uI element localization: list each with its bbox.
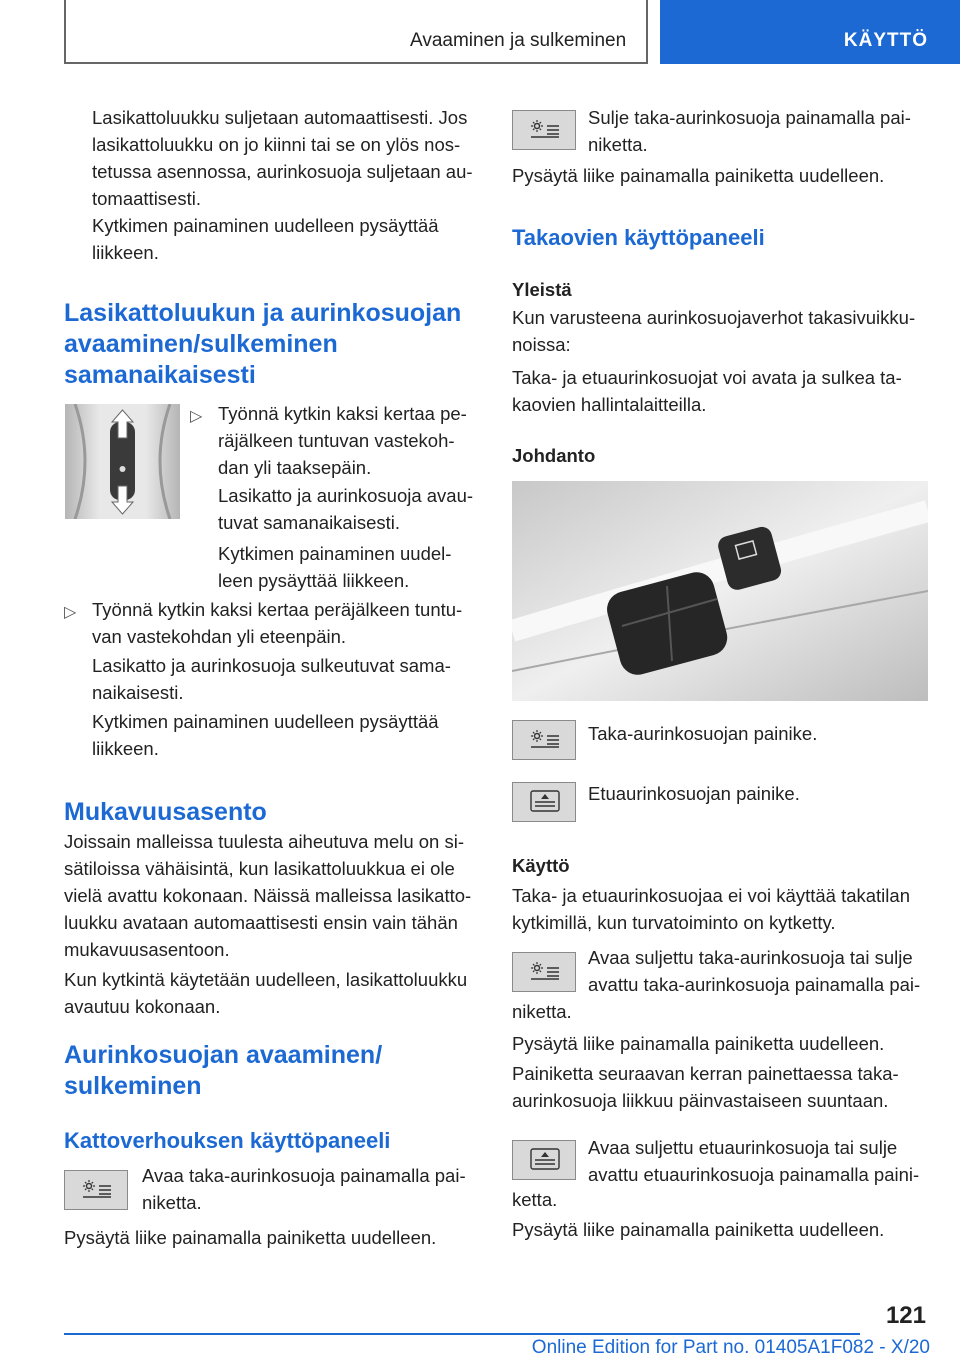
subheading-general: Yleistä [512,279,572,300]
subheading-introduction: Johdanto [512,445,596,466]
bullet-icon: ▷ [64,604,77,621]
heading-rear-door-panel: Takaovien käyttöpaneeli [512,225,765,250]
legend-front: Etuaurinkosuojan painike. [588,783,800,804]
legend-rear: Taka-aurinkosuojan painike. [588,723,818,744]
use-front-stop: Pysäytä liike painamalla painiketta uudelleen. [512,1219,885,1240]
roof-button-text: Avaa taka-aurinkosuoja painamalla pai- niketta. [142,1165,466,1213]
chapter-tab [660,0,960,64]
footer-divider [64,1333,860,1335]
roof-stop-text: Pysäytä liike painamalla painiketta uudelleen. [64,1227,437,1248]
usage-paragraph-2: Painiketta seuraavan kerran painettaessa taka- aurinkosuoja liikkuu päinvastaiseen suuntaan. [512,1063,899,1111]
use-rear-text: Avaa suljettu taka-aurinkosuoja tai sulje avattu taka-aurinkosuoja painamalla pai- [588,947,921,995]
intro-paragraph-1: Lasikattoluukku suljetaan automaattisesti. Jos lasikattoluukku on jo kiinni tai se on ylös nos- tetussa asennossa, aurinkosuoja suljetaan au- tomaattisesti. [92,107,473,209]
door-panel-photo [512,481,928,701]
page-number: 121 [885,1302,926,1329]
subheading-roof-panel: Kattoverhouksen käyttöpaneeli [64,1128,391,1153]
use-front-text-cont: ketta. [512,1189,558,1210]
use-front-text: Avaa suljettu etuaurinkosuoja tai sulje avattu etuaurinkosuoja painamalla paini- [588,1137,920,1185]
rear-sunblind-icon [512,952,576,992]
close-stop-text: Pysäytä liike painamalla painiketta uudelleen. [512,165,885,186]
general-paragraph-2: Taka- ja etuaurinkosuojat voi avata ja sulkea ta- kaovien hallintalaitteilla. [512,367,902,415]
step-2: Työnnä kytkin kaksi kertaa peräjälkeen tuntu- van vastekohdan yli eteenpäin. [92,599,463,647]
chapter-tab-label: KÄYTTÖ [843,30,928,51]
use-rear-stop: Pysäytä liike painamalla painiketta uudelleen. [512,1033,885,1054]
step-2-stop: Kytkimen painaminen uudelleen pysäyttää liikkeen. [92,711,439,759]
bullet-icon: ▷ [190,408,203,425]
subheading-usage: Käyttö [512,855,570,876]
heading-sunblind: Aurinkosuojan avaaminen/ sulkeminen [64,1041,383,1100]
edition-info: Online Edition for Part no. 01405A1F082 - X/20 [531,1337,930,1358]
rear-sunblind-icon [512,110,576,150]
step-1-stop: Kytkimen painaminen uudel- leen pysäyttää liikkeen. [218,543,452,591]
step-2-result: Lasikatto ja aurinkosuoja sulkeutuvat sama- naikaisesti. [92,655,451,703]
close-button-text: Sulje taka-aurinkosuoja painamalla pai- niketta. [588,107,911,155]
roof-switch-photo [65,404,180,519]
front-sunblind-icon [512,782,576,822]
rear-sunblind-icon [512,720,576,760]
usage-paragraph-1: Taka- ja etuaurinkosuojaa ei voi käyttää takatilan kytkimillä, kun turvatoiminto on kytketty. [512,885,910,933]
heading-comfort: Mukavuusasento [64,798,267,826]
step-1: Työnnä kytkin kaksi kertaa pe- räjälkeen tuntuvan vastekoh- dan yli taaksepäin. [218,403,467,478]
general-paragraph-1: Kun varusteena aurinkosuojaverhot takasivuikku- noissa: [512,307,916,355]
comfort-paragraph-2: Kun kytkintä käytetään uudelleen, lasikattoluukku avautuu kokonaan. [64,969,468,1017]
rear-sunblind-icon [64,1170,128,1210]
intro-paragraph-2: Kytkimen painaminen uudelleen pysäyttää liikkeen. [92,215,439,263]
heading-simultaneous: Lasikattoluukun ja aurinkosuojan avaaminen/sulkeminen samanaikaisesti [64,299,462,389]
use-rear-text-cont: niketta. [512,1001,572,1022]
front-sunblind-icon [512,1140,576,1180]
section-title: Avaaminen ja sulkeminen [410,30,627,51]
comfort-paragraph-1: Joissain malleissa tuulesta aiheutuva melu on si- sätiloissa vähäisintä, kun lasikattoluukkua ei ole vielä avattu kokonaan. Näissä malleissa lasikatto- luukku avataan automaattisesti ensin vain tähän mukavuusasentoon. [64,831,472,960]
step-1-result: Lasikatto ja aurinkosuoja avau- tuvat samanaikaisesti. [218,485,474,533]
